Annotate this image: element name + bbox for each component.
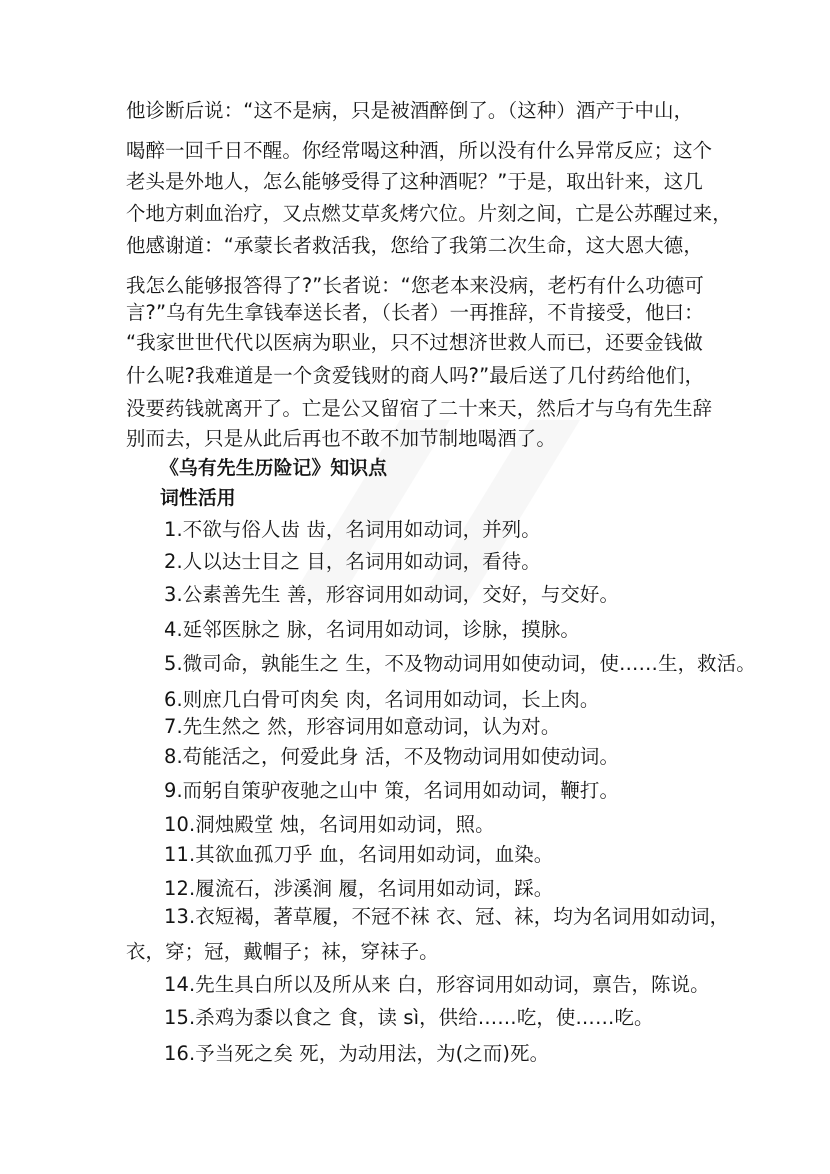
list-item: 1.不欲与俗人齿 齿，名词用如动词，并列。 — [164, 518, 541, 541]
paragraph-line-7: 言?”乌有先生拿钱奉送长者，（长者）一再推辞，不肯接受，他曰： — [126, 301, 704, 324]
list-item: 15.杀鸡为黍以食之 食，读 sì，供给……吃，使……吃。 — [164, 1006, 654, 1029]
paragraph-line-11: 别而去，只是从此后再也不敢不加节制地喝酒了。 — [126, 427, 556, 450]
list-item: 5.微司命，孰能生之 生，不及物动词用如使动词，使……生，救活。 — [164, 652, 756, 675]
paragraph-line-1: 他诊断后说：“这不是病，只是被酒醉倒了。（这种）酒产于中山， — [126, 99, 694, 122]
paragraph-line-8: “我家世世代代以医病为职业，只不过想济世救人而已，还要金钱做 — [126, 331, 703, 354]
paragraph-line-4: 个地方刺血治疗，又点燃艾草炙烤穴位。片刻之间，亡是公苏醒过来， — [126, 202, 732, 225]
list-item: 11.其欲血孤刀乎 血，名词用如动词，血染。 — [164, 843, 554, 866]
paragraph-line-6: 我怎么能够报答得了?”长者说：“您老本来没病，老朽有什么功德可 — [126, 274, 704, 297]
list-item: 衣，穿；冠，戴帽子；袜，穿袜子。 — [126, 940, 439, 963]
list-item: 13.衣短褐，著草履，不冠不袜 衣、冠、袜，均为名词用如动词， — [164, 905, 730, 928]
list-item: 14.先生具白所以及所从来 白，形容词用如动词，禀告，陈说。 — [164, 973, 710, 996]
paragraph-line-9: 什么呢?我难道是一个贪爱钱财的商人吗?”最后送了几付药给他们， — [126, 364, 705, 387]
list-item: 2.人以达士目之 目，名词用如动词，看待。 — [164, 550, 541, 573]
list-item: 10.洞烛殿堂 烛，名词用如动词，照。 — [164, 813, 495, 836]
section-title: 《乌有先生历险记》知识点 — [160, 458, 388, 479]
list-item: 16.予当死之矣 死，为动用法，为(之而)死。 — [164, 1042, 550, 1065]
list-item: 4.延邻医脉之 脉，名词用如动词，诊脉，摸脉。 — [164, 618, 580, 641]
paragraph-line-2: 喝醉一回千日不醒。你经常喝这种酒，所以没有什么异常反应；这个 — [126, 139, 713, 162]
paragraph-line-3: 老头是外地人，怎么能够受得了这种酒呢？”于是，取出针来，这几 — [126, 170, 703, 193]
list-item: 9.而躬自策驴夜驰之山中 策，名词用如动词，鞭打。 — [164, 779, 620, 802]
list-item: 8.苟能活之，何爱此身 活，不及物动词用如使动词。 — [164, 745, 620, 768]
list-item: 6.则庶几白骨可肉矣 肉，名词用如动词，长上肉。 — [164, 688, 600, 711]
list-item: 7.先生然之 然，形容词用如意动词，认为对。 — [164, 715, 561, 738]
list-item: 12.履流石，涉溪涧 履，名词用如动词，踩。 — [164, 877, 554, 900]
subsection-title: 词性活用 — [160, 488, 236, 509]
paragraph-line-10: 没要药钱就离开了。亡是公又留宿了二十来天，然后才与乌有先生辞 — [126, 397, 713, 420]
list-item: 3.公素善先生 善，形容词用如动词，交好，与交好。 — [164, 583, 620, 606]
paragraph-line-5: 他感谢道：“承蒙长者救活我，您给了我第二次生命，这大恩大德， — [126, 234, 703, 257]
